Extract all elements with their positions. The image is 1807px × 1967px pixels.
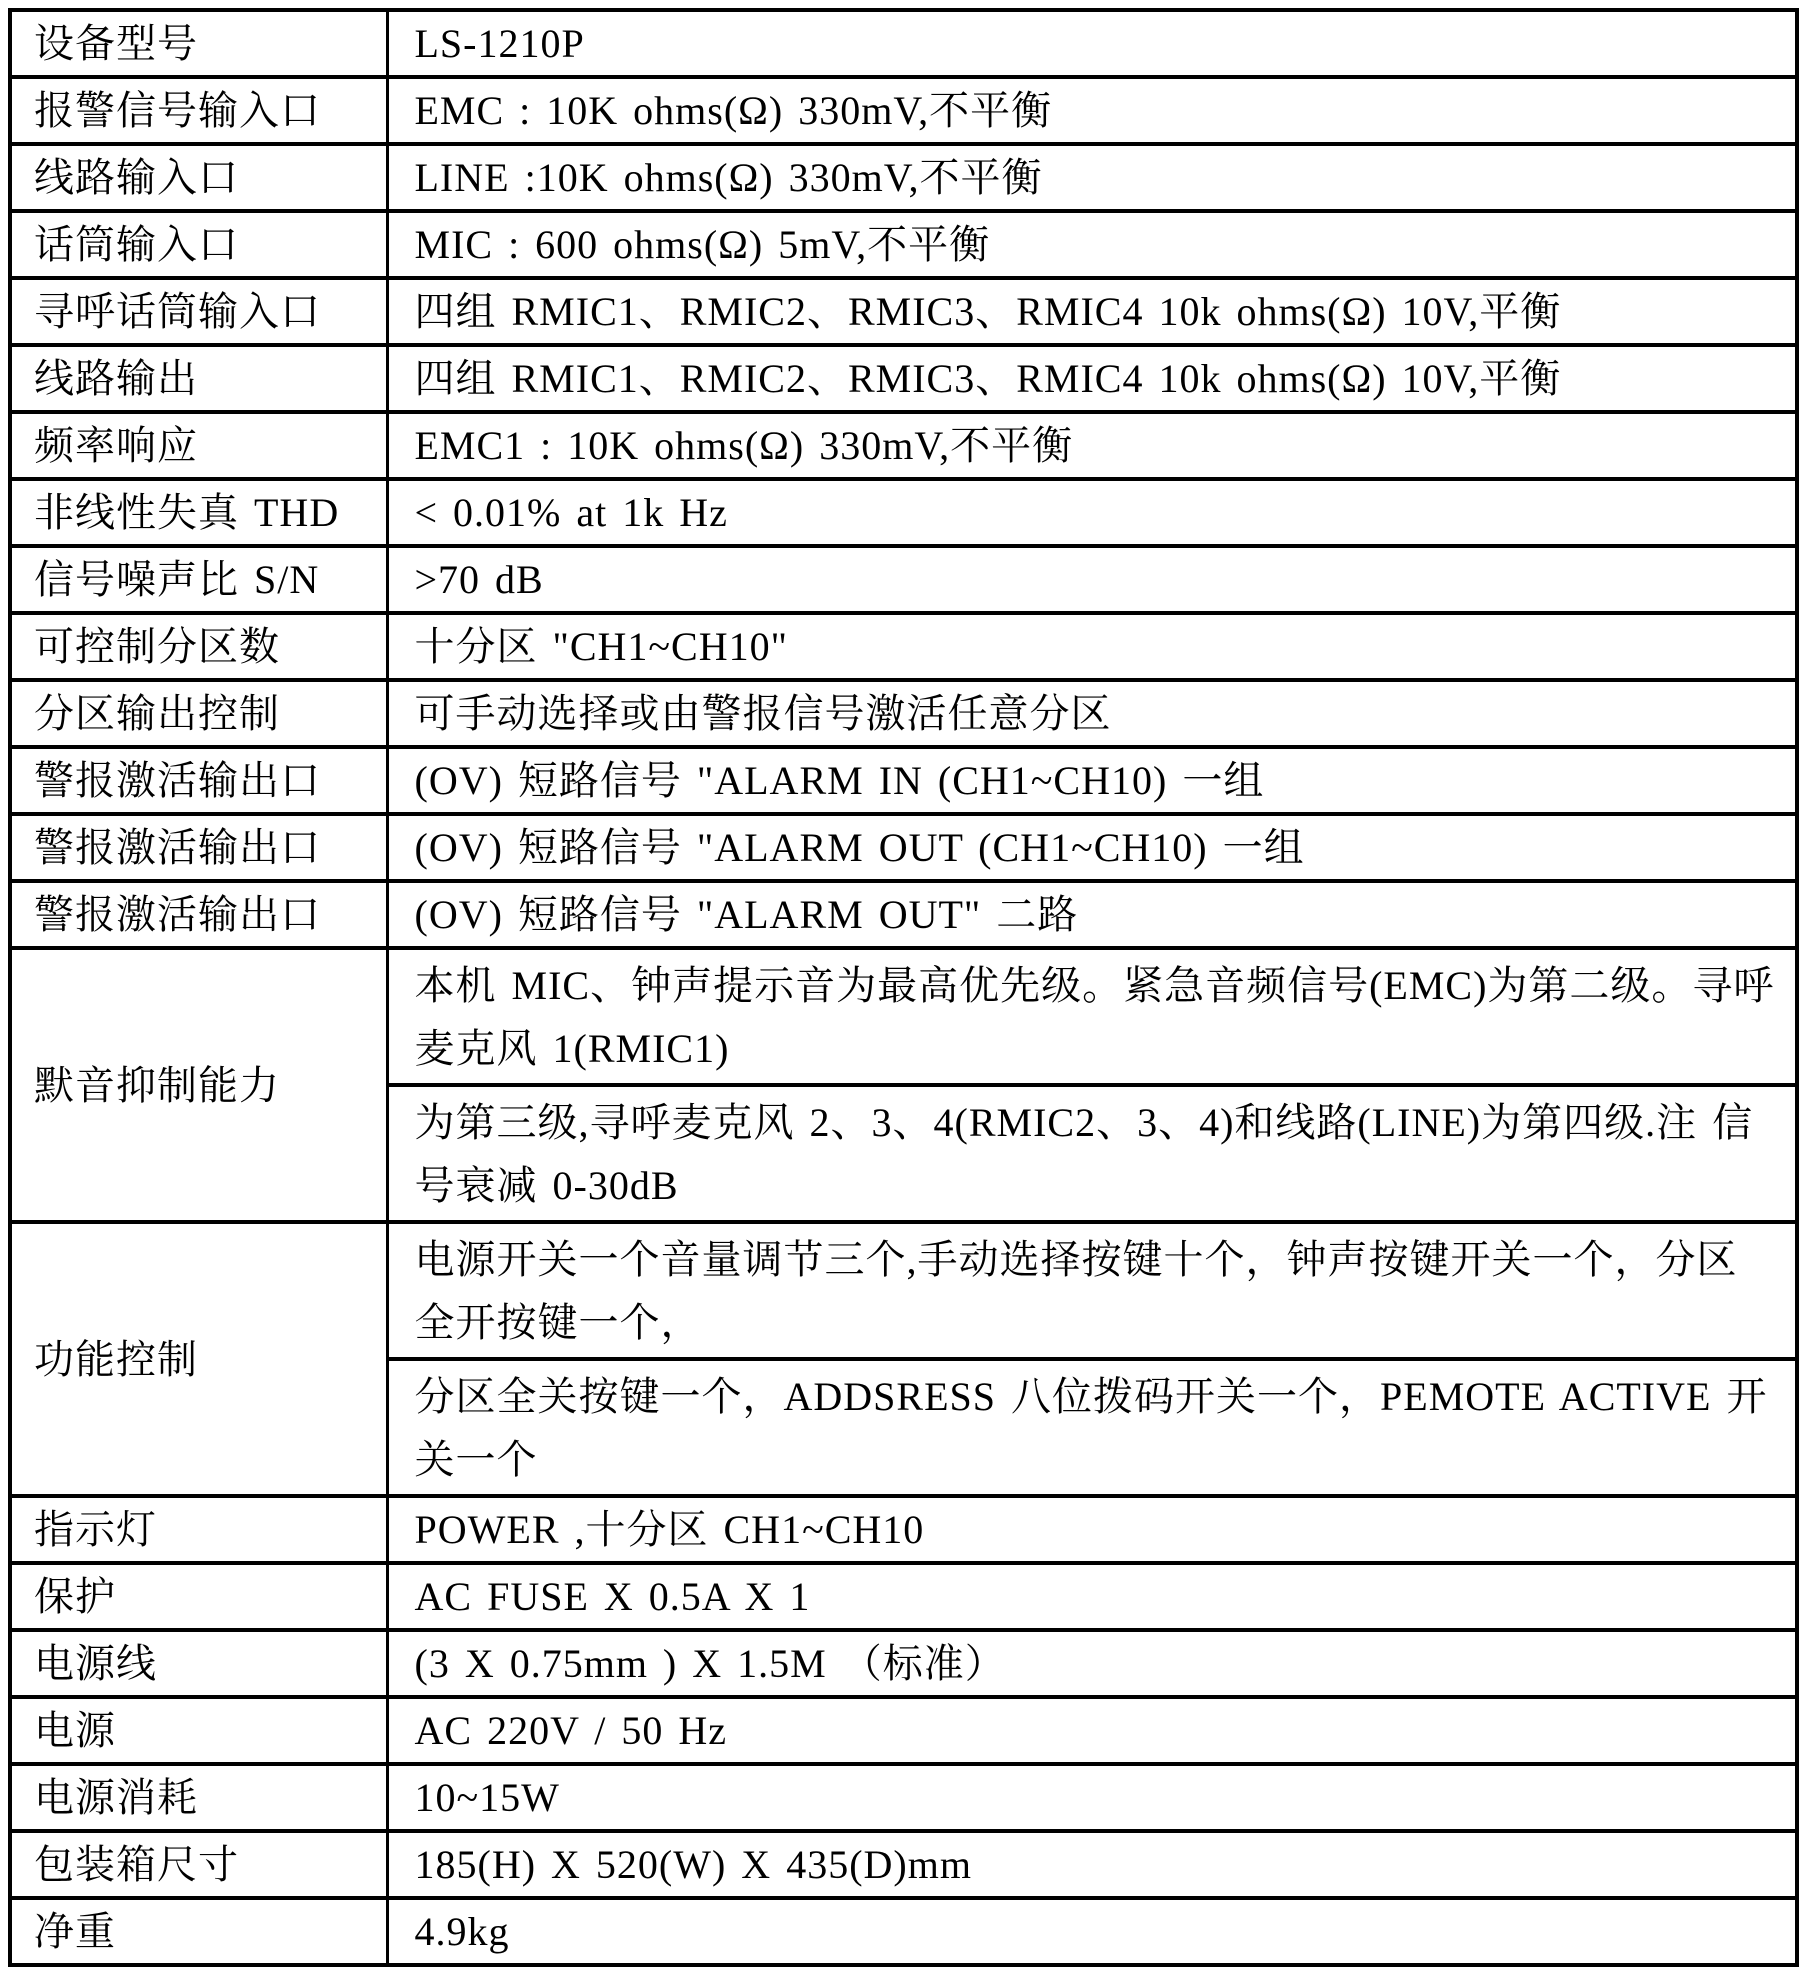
spec-label: 线路输入口 [10, 144, 387, 211]
table-row [10, 77, 1797, 144]
spec-value: 4.9kg [387, 1898, 1797, 1965]
spec-label: 非线性失真 THD [10, 479, 387, 546]
spec-label: 信号噪声比 S/N [10, 546, 387, 613]
table-row [10, 747, 1797, 814]
table-row [10, 1222, 1797, 1359]
spec-value: (OV) 短路信号 "ALARM OUT (CH1~CH10) 一组 [387, 814, 1797, 881]
spec-value: LS-1210P [387, 10, 1797, 77]
table-row [10, 278, 1797, 345]
spec-label: 频率响应 [10, 412, 387, 479]
spec-value: >70 dB [387, 546, 1797, 613]
table-row [10, 814, 1797, 881]
spec-value: AC 220V / 50 Hz [387, 1697, 1797, 1764]
table-row [10, 345, 1797, 412]
spec-value: 本机 MIC、钟声提示音为最高优先级。紧急音频信号(EMC)为第二级。寻呼麦克风 1(RMIC1) [387, 948, 1797, 1085]
spec-value: LINE :10K ohms(Ω) 330mV,不平衡 [387, 144, 1797, 211]
table-row [10, 211, 1797, 278]
spec-value: 电源开关一个音量调节三个,手动选择按键十个，钟声按键开关一个，分区全开按键一个， [387, 1222, 1797, 1359]
spec-value: 为第三级,寻呼麦克风 2、3、4(RMIC2、3、4)和线路(LINE)为第四级.注 信号衰减 0-30dB [387, 1085, 1797, 1222]
spec-value: 10~15W [387, 1764, 1797, 1831]
spec-value: EMC : 10K ohms(Ω) 330mV,不平衡 [387, 77, 1797, 144]
spec-label: 寻呼话筒输入口 [10, 278, 387, 345]
spec-label: 线路输出 [10, 345, 387, 412]
spec-label: 电源 [10, 1697, 387, 1764]
table-row [10, 412, 1797, 479]
spec-label: 电源消耗 [10, 1764, 387, 1831]
spec-label: 包装箱尺寸 [10, 1831, 387, 1898]
spec-label: 设备型号 [10, 10, 387, 77]
spec-value: 十分区 "CH1~CH10" [387, 613, 1797, 680]
table-row [10, 1563, 1797, 1630]
table-row [10, 1697, 1797, 1764]
spec-value: MIC : 600 ohms(Ω) 5mV,不平衡 [387, 211, 1797, 278]
spec-label: 警报激活输出口 [10, 881, 387, 948]
table-row [10, 1496, 1797, 1563]
spec-label: 电源线 [10, 1630, 387, 1697]
table-row [10, 1831, 1797, 1898]
table-row [10, 948, 1797, 1085]
spec-label: 话筒输入口 [10, 211, 387, 278]
spec-label: 警报激活输出口 [10, 814, 387, 881]
spec-label: 可控制分区数 [10, 613, 387, 680]
table-row [10, 1630, 1797, 1697]
spec-label: 警报激活输出口 [10, 747, 387, 814]
spec-label: 净重 [10, 1898, 387, 1965]
spec-label: 报警信号输入口 [10, 77, 387, 144]
spec-label: 默音抑制能力 [10, 948, 387, 1222]
spec-table [8, 8, 1799, 1967]
table-row [10, 546, 1797, 613]
spec-label: 功能控制 [10, 1222, 387, 1496]
spec-value: (3 X 0.75mm ) X 1.5M （标准） [387, 1630, 1797, 1697]
table-row [10, 613, 1797, 680]
spec-value: 四组 RMIC1、RMIC2、RMIC3、RMIC4 10k ohms(Ω) 10V,平衡 [387, 345, 1797, 412]
spec-value: POWER ,十分区 CH1~CH10 [387, 1496, 1797, 1563]
spec-value: 可手动选择或由警报信号激活任意分区 [387, 680, 1797, 747]
table-row [10, 1898, 1797, 1965]
spec-value: 四组 RMIC1、RMIC2、RMIC3、RMIC4 10k ohms(Ω) 10V,平衡 [387, 278, 1797, 345]
table-row [10, 881, 1797, 948]
table-row [10, 144, 1797, 211]
spec-value: (OV) 短路信号 "ALARM OUT" 二路 [387, 881, 1797, 948]
spec-value: 185(H) X 520(W) X 435(D)mm [387, 1831, 1797, 1898]
table-row [10, 10, 1797, 77]
spec-label: 保护 [10, 1563, 387, 1630]
table-row [10, 1764, 1797, 1831]
spec-value: AC FUSE X 0.5A X 1 [387, 1563, 1797, 1630]
spec-label: 指示灯 [10, 1496, 387, 1563]
table-row [10, 680, 1797, 747]
spec-value: (OV) 短路信号 "ALARM IN (CH1~CH10) 一组 [387, 747, 1797, 814]
table-row [10, 479, 1797, 546]
spec-label: 分区输出控制 [10, 680, 387, 747]
spec-value: EMC1 : 10K ohms(Ω) 330mV,不平衡 [387, 412, 1797, 479]
spec-value: < 0.01% at 1k Hz [387, 479, 1797, 546]
spec-value: 分区全关按键一个，ADDSRESS 八位拨码开关一个，PEMOTE ACTIVE 开关一个 [387, 1359, 1797, 1496]
